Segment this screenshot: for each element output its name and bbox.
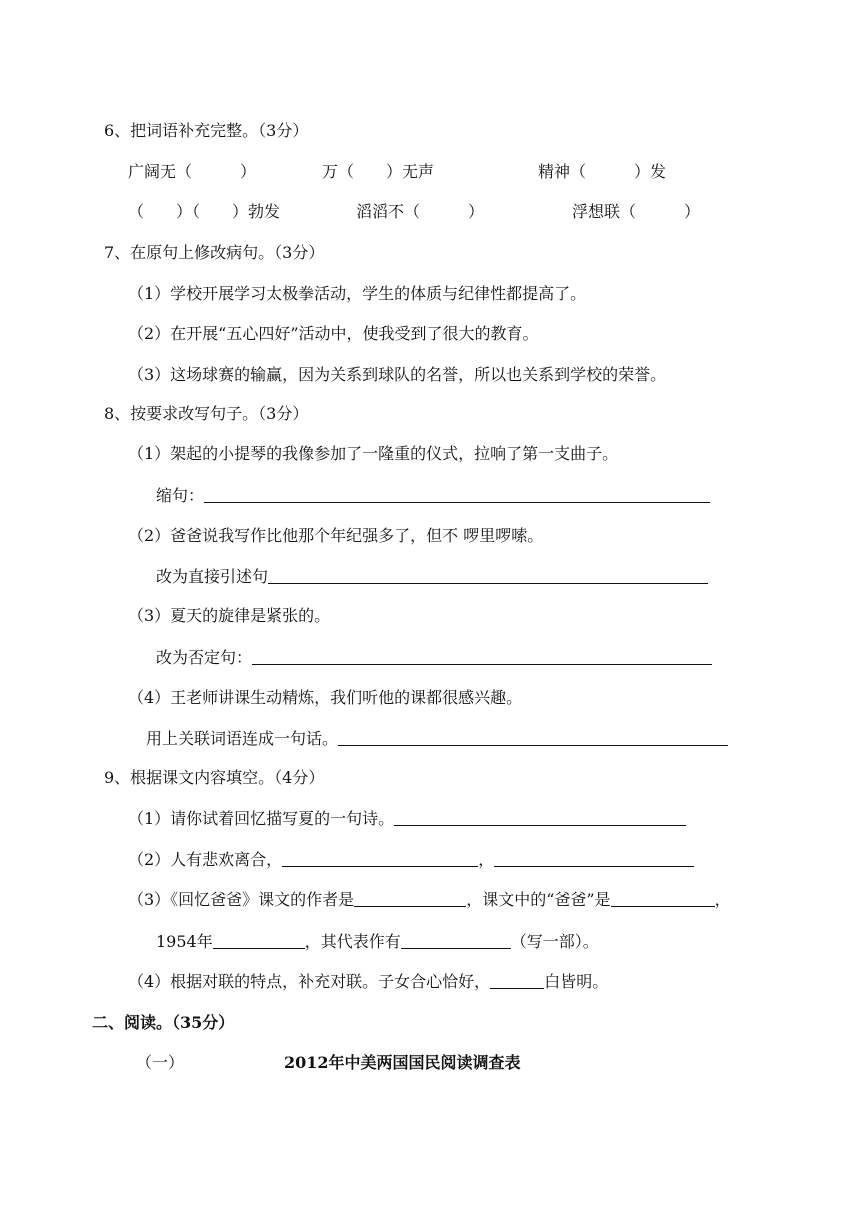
answer-blank[interactable] [490,972,544,989]
q7-sentence-3: （3）这场球赛的输赢，因为关系到球队的名誉，所以也关系到学校的荣誉。 [128,365,667,384]
q9-item-3-comma: ， [714,890,731,909]
q8-sentence-3: （3）夏天的旋律是紧张的。 [128,606,331,625]
q9-item-4-text-a: （4）根据对联的特点，补充对联。子女合心恰好， [128,972,491,991]
answer-blank[interactable] [611,890,715,907]
answer-blank[interactable] [401,932,511,949]
q6-item-6: 浮想联（ ） [572,202,701,221]
q9-item-1 [128,808,686,830]
q9-item-2 [128,849,694,871]
q9-item-4-text-b: 白皆明。 [544,972,609,991]
answer-blank[interactable] [282,850,478,867]
q9-item-3-text-d: ，其代表作有 [304,932,401,951]
q8-title: 8、按要求改写句子。（3分） [104,404,309,423]
q9-item-3-text-e: （写一部）。 [510,932,599,951]
answer-blank[interactable] [354,890,466,907]
q6-item-5: 滔滔不（ ） [356,202,485,221]
answer-blank[interactable] [394,809,686,826]
q9-title: 9、根据课文内容填空。（4分） [104,768,325,787]
q9-item-3-text-b: ，课文中的“爸爸”是 [466,890,611,909]
table-title: 2012年中美两国国民阅读调查表 [284,1053,521,1072]
q9-item-3-text-c: 1954年 [156,932,213,951]
q8-sentence-1: （1）架起的小提琴的我像参加了一隆重的仪式，拉响了第一支曲子。 [128,444,619,463]
q6-title: 6、把词语补充完整。（3分） [104,121,309,140]
q8-prompt-3-label: 改为否定句： [156,648,253,667]
q9-item-3 [128,889,731,911]
answer-blank[interactable] [268,567,708,584]
q6-item-2: 万（ ）无声 [322,162,435,181]
q9-item-2-comma: ， [478,850,495,869]
section-2-title: 二、阅读。（35分） [92,1013,235,1032]
q9-item-3-cont [156,931,599,953]
answer-blank[interactable] [213,932,305,949]
q6-item-4: （ ）（ ）勃发 [128,202,281,221]
q8-prompt-4 [146,728,728,750]
q6-item-3: 精神（ ）发 [538,162,667,181]
q9-item-2-text: （2）人有悲欢离合， [128,850,283,869]
q7-title: 7、在原句上修改病句。（3分） [104,243,325,262]
q6-item-1: 广阔无（ ） [128,162,257,181]
q9-item-4 [128,971,608,993]
q8-prompt-2 [156,566,708,588]
q7-sentence-2: （2）在开展“五心四好”活动中，使我受到了很大的教育。 [128,324,539,343]
q8-prompt-4-label: 用上关联词语连成一句话。 [146,729,339,748]
q8-prompt-2-label: 改为直接引述句 [156,567,269,586]
q9-item-3-text-a: （3）《回忆爸爸》课文的作者是 [128,890,355,909]
q8-sentence-4: （4）王老师讲课生动精炼，我们听他的课都很感兴趣。 [128,688,523,707]
answer-blank[interactable] [494,850,694,867]
q8-sentence-2: （2）爸爸说我写作比他那个年纪强多了，但不 啰里啰嗦。 [128,526,544,545]
q8-prompt-3 [156,647,712,669]
q8-prompt-1 [156,485,710,507]
answer-blank[interactable] [252,648,712,665]
answer-blank[interactable] [204,486,710,503]
answer-blank[interactable] [338,729,728,746]
section-2-subheading: （一） [136,1053,185,1072]
q7-sentence-1: （1）学校开展学习太极拳活动，学生的体质与纪律性都提高了。 [128,284,587,303]
q8-prompt-1-label: 缩句： [156,486,205,505]
q9-item-1-text: （1）请你试着回忆描写夏的一句诗。 [128,809,395,828]
